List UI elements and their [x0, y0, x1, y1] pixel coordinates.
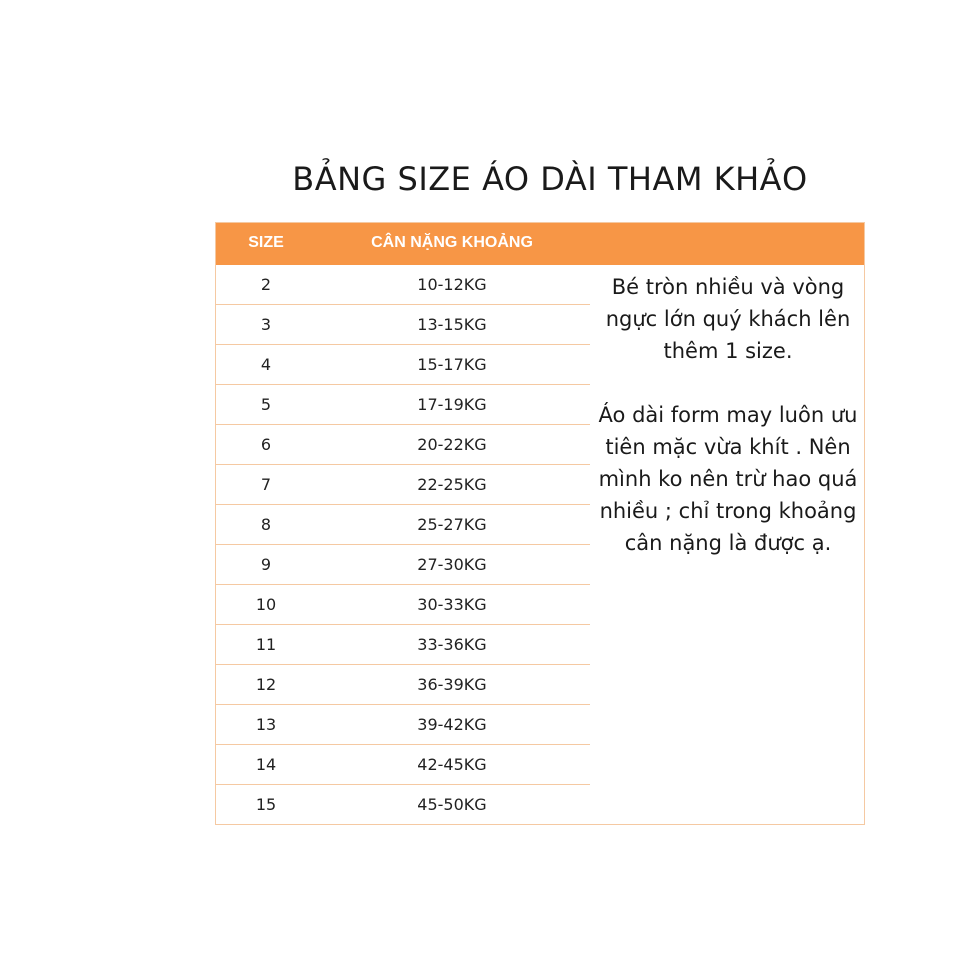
- page-title: BẢNG SIZE ÁO DÀI THAM KHẢO: [292, 160, 808, 198]
- note-paragraph-2: Áo dài form may luôn ưu tiên mặc vừa khít . Nên mình ko nên trừ hao quá nhiều ; chỉ trong khoảng cân nặng là được ạ.: [598, 403, 858, 555]
- size-cell: 10: [255, 595, 277, 614]
- size-cell: 8: [260, 515, 272, 534]
- table-header: [216, 223, 864, 265]
- table-row: [216, 505, 590, 545]
- weight-cell: 45-50KG: [417, 795, 487, 814]
- weight-cell: 17-19KG: [417, 395, 487, 414]
- table-row: [216, 545, 590, 585]
- size-cell: 6: [260, 435, 272, 454]
- table-row: [216, 625, 590, 665]
- size-cell: 15: [255, 795, 277, 814]
- table-row: [216, 745, 590, 785]
- size-cell: 5: [260, 395, 272, 414]
- weight-cell: 30-33KG: [417, 595, 487, 614]
- size-cell: 11: [255, 635, 277, 654]
- table-row: [216, 585, 590, 625]
- size-cell: 3: [260, 315, 272, 334]
- weight-cell: 33-36KG: [417, 635, 487, 654]
- weight-cell: 42-45KG: [417, 755, 487, 774]
- table-row: [216, 385, 590, 425]
- table-row: [216, 785, 590, 825]
- header-size: SIZE: [248, 234, 284, 251]
- weight-cell: 25-27KG: [417, 515, 487, 534]
- weight-cell: 27-30KG: [417, 555, 487, 574]
- size-cell: 14: [255, 755, 277, 774]
- size-cell: 7: [260, 475, 272, 494]
- weight-cell: 15-17KG: [417, 355, 487, 374]
- sizing-note: [594, 271, 862, 559]
- weight-cell: 22-25KG: [417, 475, 487, 494]
- table-row: [216, 425, 590, 465]
- header-weight: CÂN NẶNG KHOẢNG: [371, 234, 533, 251]
- size-cell: 9: [260, 555, 272, 574]
- weight-cell: 39-42KG: [417, 715, 487, 734]
- table-row: [216, 465, 590, 505]
- weight-cell: 10-12KG: [417, 275, 487, 294]
- weight-cell: 36-39KG: [417, 675, 487, 694]
- table-row: [216, 705, 590, 745]
- table-row: [216, 665, 590, 705]
- size-cell: 4: [260, 355, 272, 374]
- size-cell: 13: [255, 715, 277, 734]
- weight-cell: 20-22KG: [417, 435, 487, 454]
- table-body: [216, 265, 590, 825]
- table-row: [216, 305, 590, 345]
- table-row: [216, 265, 590, 305]
- table-row: [216, 345, 590, 385]
- size-cell: 12: [255, 675, 277, 694]
- weight-cell: 13-15KG: [417, 315, 487, 334]
- size-cell: 2: [260, 275, 272, 294]
- size-chart-table: [215, 222, 865, 825]
- note-paragraph-1: Bé tròn nhiều và vòng ngực lớn quý khách lên thêm 1 size.: [605, 275, 851, 363]
